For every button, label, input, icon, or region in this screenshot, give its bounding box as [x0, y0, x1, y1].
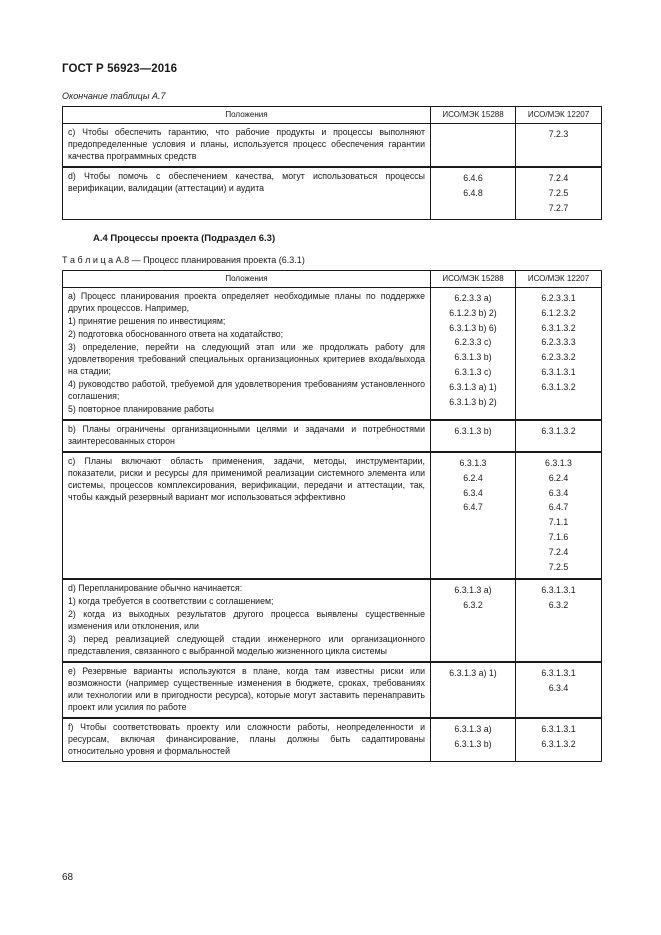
- clause-reference: 7.2.3: [548, 129, 569, 139]
- clause-reference: 6.4.7: [548, 502, 569, 513]
- table-a8-caption: Т а б л и ц а А.8 — Процесс планирования проекта (6.3.1): [62, 255, 305, 265]
- iso-15288-cell: [431, 662, 516, 718]
- provision-text: a) Процесс планирования проекта определяет необходимые планы по поддержке других процессов. Например,: [68, 291, 425, 313]
- clause-reference: 6.3.1.3.2: [541, 381, 576, 392]
- provision-text: e) Резервные варианты используются в плане, когда там известны риски или возможности (например существенные изменения в бюджете, сроках, требованиях или технологии или в пригодности ресурса), которые могут заставить перенаправить проект или усилия по работе: [68, 666, 425, 713]
- table-row: [63, 288, 602, 421]
- provision-cell: [63, 124, 431, 168]
- clause-reference: 6.3.4: [463, 487, 483, 498]
- iso-15288-cell: [431, 579, 516, 662]
- iso-15288-cell: [431, 167, 516, 220]
- clause-reference: 7.2.4: [548, 173, 569, 183]
- table-row: [63, 420, 602, 452]
- iso-15288-cell: [431, 420, 516, 452]
- clause-reference: 6.3.1.3 b): [454, 426, 492, 436]
- provision-text: 3) определение, перейти на следующий этап или же продолжать работу для удовлетворения требований специальных организационных критериев входа/выхода на стадии;: [68, 342, 425, 376]
- table-row: [63, 167, 602, 220]
- clause-reference: 6.3.1.3 b) 2): [449, 396, 497, 407]
- iso-12207-cell: [516, 579, 602, 662]
- provision-text: c) Планы включают область применения, задачи, методы, инструментарии, показатели, риски и ресурсы для применимой реализации системного элемента или системы, процессов комплексирования, верификации, передачи и аттестации, так, чтобы каждый резервный вариант мог использоваться эффективно: [68, 456, 425, 502]
- table-a7: [62, 106, 602, 220]
- column-header-provisions: Положения: [63, 107, 431, 124]
- provision-cell: [63, 167, 431, 220]
- provision-cell: [63, 579, 431, 662]
- provision-text: 3) перед реализацией следующей стадии инженерного или организационного представления, связанного с выбранной моделью жизненного цикла системы: [68, 634, 425, 657]
- iso-12207-cell: [516, 167, 602, 220]
- provision-text: b) Планы ограничены организационными целями и задачами и потребностями заинтересованных сторон: [68, 424, 425, 446]
- clause-reference: 6.2.3.3.3: [541, 337, 576, 348]
- clause-reference: 6.3.1.3 b): [454, 739, 492, 750]
- clause-reference: 7.2.5: [548, 561, 569, 572]
- clause-reference: 6.2.4: [463, 472, 483, 483]
- provision-text: 1) принятие решения по инвестициям;: [68, 316, 226, 326]
- clause-reference: 6.4.7: [463, 502, 483, 513]
- clause-reference: 6.2.3.3 a): [454, 293, 492, 303]
- clause-reference: 6.3.1.3 c): [454, 366, 492, 377]
- iso-12207-cell: [516, 662, 602, 718]
- provision-text: 2) когда из выходных результатов другого процесса выявлены существенные изменения или отклонения, или: [68, 609, 425, 632]
- clause-reference: 6.3.1.3 a) 1): [449, 668, 497, 679]
- table-row: [63, 579, 602, 662]
- column-header-iso-15288: ИСО/МЭК 15288: [431, 107, 516, 124]
- column-header-provisions: Положения: [63, 271, 431, 288]
- iso-12207-cell: [516, 124, 602, 168]
- clause-reference: 6.2.4: [548, 472, 569, 483]
- provision-cell: [63, 718, 431, 762]
- table-row: [63, 452, 602, 579]
- clause-reference: 6.3.2: [548, 600, 569, 611]
- clause-reference: 6.3.1.3 a): [454, 585, 492, 596]
- clause-reference: 6.3.1.3.1: [541, 585, 576, 596]
- clause-reference: 6.3.1.3 a): [454, 724, 492, 735]
- provision-text: d) Перепланирование обычно начинается:: [68, 583, 243, 594]
- column-header-iso-12207: ИСО/МЭК 12207: [516, 271, 602, 288]
- provision-text: 1) когда требуется в соответствии с соглашением;: [68, 596, 274, 607]
- iso-12207-cell: [516, 288, 602, 421]
- provision-cell: [63, 420, 431, 452]
- clause-reference: 6.3.1.3.2: [541, 739, 576, 750]
- provision-text: 5) повторное планирование работы: [68, 404, 214, 414]
- page-number: 68: [62, 872, 74, 883]
- iso-12207-cell: [516, 420, 602, 452]
- clause-reference: 7.2.4: [548, 546, 569, 557]
- clause-reference: 6.3.2: [463, 600, 483, 611]
- iso-15288-cell: [431, 452, 516, 579]
- clause-reference: 6.3.1.3 a) 1): [449, 381, 497, 392]
- section-title: А.4 Процессы проекта (Подраздел 6.3): [93, 233, 276, 244]
- clause-reference: 6.4.6: [463, 173, 483, 183]
- table-a7-caption: Окончание таблицы А.7: [62, 91, 166, 101]
- table-row: [63, 718, 602, 762]
- clause-reference: 6.3.1.3.2: [541, 322, 576, 333]
- clause-reference: 6.3.1.3 b): [454, 352, 492, 363]
- provision-cell: [63, 452, 431, 579]
- clause-reference: 6.3.1.3: [459, 458, 487, 468]
- clause-reference: 7.2.5: [548, 187, 569, 198]
- provision-text: 4) руководство работой, требуемой для удовлетворения требованиям установленного соглашения;: [68, 379, 425, 401]
- clause-reference: 6.3.1.3.2: [541, 426, 576, 436]
- table-row: [63, 124, 602, 168]
- clause-reference: 6.2.3.3 c): [454, 337, 492, 348]
- iso-12207-cell: [516, 452, 602, 579]
- column-header-iso-12207: ИСО/МЭК 12207: [516, 107, 602, 124]
- clause-reference: 6.3.1.3 b) 6): [449, 322, 497, 333]
- clause-reference: 6.3.1.3.1: [541, 366, 576, 377]
- clause-reference: 6.3.1.3.1: [541, 668, 576, 679]
- table-a8: [62, 270, 602, 762]
- clause-reference: 6.2.3.3.1: [541, 293, 576, 303]
- document-code: ГОСТ Р 56923—2016: [62, 63, 178, 75]
- clause-reference: 6.3.4: [548, 683, 569, 694]
- clause-reference: 7.1.6: [548, 531, 569, 542]
- clause-reference: 6.3.1.3.1: [541, 724, 576, 735]
- clause-reference: 6.3.1.3: [545, 458, 572, 468]
- provision-text: 2) подготовка обоснованного ответа на ходатайство;: [68, 329, 284, 339]
- provision-text: d) Чтобы помочь с обеспечением качества, могут использоваться процессы верификации, валидации (аттестации) и аудита: [68, 171, 425, 193]
- clause-reference: 7.2.7: [548, 202, 569, 213]
- clause-reference: 6.1.2.3.2: [541, 307, 576, 318]
- provision-text: f) Чтобы соответствовать проекту или сложности работы, неопределенности и ресурсам, включая финансирование, планы должны быть садаптированы относительно уровня и формальностей: [68, 722, 425, 757]
- iso-12207-cell: [516, 718, 602, 762]
- clause-reference: 6.3.4: [548, 487, 569, 498]
- table-row: [63, 662, 602, 718]
- iso-15288-cell: [431, 124, 516, 168]
- clause-reference: 7.1.1: [548, 517, 569, 528]
- clause-reference: 6.1.2.3 b) 2): [449, 307, 497, 318]
- iso-15288-cell: [431, 718, 516, 762]
- column-header-iso-15288: ИСО/МЭК 15288: [431, 271, 516, 288]
- provision-text: c) Чтобы обеспечить гарантию, что рабочие продукты и процессы выполняют предопределенные условия и планы, используется процесс обеспечения гарантии качества программных средств: [68, 127, 425, 161]
- provision-cell: [63, 288, 431, 421]
- iso-15288-cell: [431, 288, 516, 421]
- clause-reference: 6.4.8: [463, 187, 483, 198]
- provision-cell: [63, 662, 431, 718]
- clause-reference: 6.2.3.3.2: [541, 352, 576, 363]
